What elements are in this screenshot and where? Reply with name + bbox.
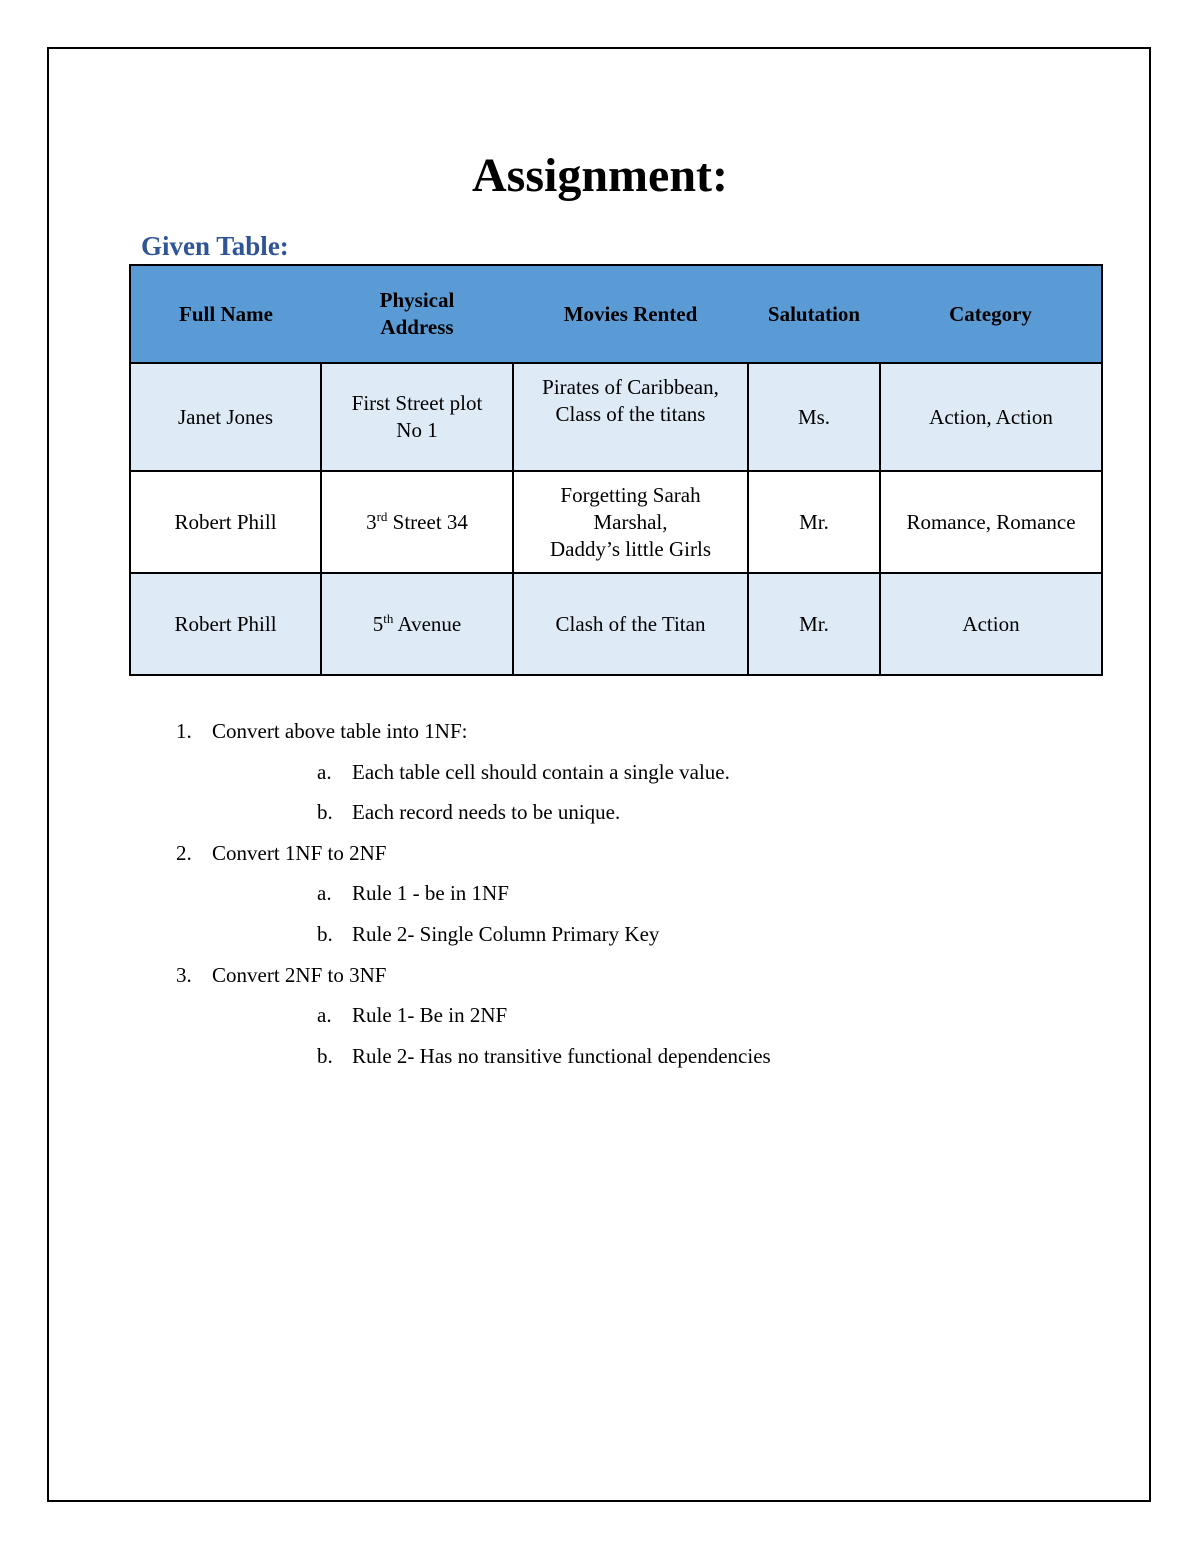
cell-full-name: Robert Phill — [130, 471, 321, 573]
address-number: 5 — [372, 611, 384, 636]
given-table-heading: Given Table: — [141, 231, 289, 261]
cell-physical-address — [321, 573, 513, 675]
subtask-item — [0, 797, 1200, 838]
cell-salutation: Mr. — [748, 573, 880, 675]
column-header-movies-rented: Movies Rented — [513, 265, 748, 363]
cell-movies-rented — [513, 363, 748, 471]
subtask-item — [0, 878, 1200, 919]
table-row — [130, 471, 1102, 573]
subtask-item — [0, 1041, 1200, 1082]
task-list — [0, 716, 1200, 1081]
subtask-item — [0, 919, 1200, 960]
cell-physical-address — [321, 363, 513, 471]
subtask-text: Each table cell should contain a single value. — [352, 759, 730, 784]
subtask-item — [0, 757, 1200, 798]
address-line: No 1 — [396, 418, 438, 442]
column-header-salutation: Salutation — [748, 265, 880, 363]
subtask-letter: b. — [317, 800, 333, 825]
subtask-text: Rule 1- Be in 2NF — [352, 1003, 508, 1028]
task-number: 2. — [176, 840, 192, 865]
address-rest: Street 34 — [387, 509, 468, 534]
column-header-physical-address — [321, 265, 513, 363]
subtask-letter: a. — [317, 881, 332, 906]
cell-salutation: Mr. — [748, 471, 880, 573]
task-item — [0, 960, 1200, 1001]
task-item — [0, 716, 1200, 757]
address-line: First Street plot — [351, 391, 483, 415]
movie-line: Pirates of Caribbean, — [542, 375, 719, 399]
cell-full-name: Janet Jones — [130, 363, 321, 471]
cell-movies-rented — [513, 471, 748, 573]
task-text: Convert above table into 1NF: — [212, 719, 468, 743]
movie-line: Daddy’s little Girls — [550, 536, 711, 561]
cell-category: Action, Action — [880, 363, 1102, 471]
subtask-text: Rule 1 - be in 1NF — [352, 881, 509, 906]
subtask-text: Rule 2- Has no transitive functional dependencies — [352, 1043, 771, 1068]
cell-movies-rented: Clash of the Titan — [513, 573, 748, 675]
subtask-text: Each record needs to be unique. — [352, 800, 621, 825]
subtask-text: Rule 2- Single Column Primary Key — [352, 921, 660, 946]
movie-line: Forgetting Sarah — [560, 482, 701, 507]
cell-physical-address — [321, 471, 513, 573]
movie-line: Class of the titans — [555, 402, 706, 426]
subtask-letter: a. — [317, 1003, 332, 1028]
task-text: Convert 2NF to 3NF — [212, 962, 387, 987]
subtask-letter: b. — [317, 921, 333, 946]
page-title: Assignment: — [471, 149, 728, 202]
cell-full-name: Robert Phill — [130, 573, 321, 675]
table-row — [130, 573, 1102, 675]
task-number: 1. — [176, 719, 192, 743]
address-ordinal-suffix: rd — [376, 508, 388, 524]
task-item — [0, 838, 1200, 879]
address-number: 3 — [366, 509, 377, 534]
cell-category: Action — [880, 573, 1102, 675]
cell-category: Romance, Romance — [880, 471, 1102, 573]
task-number: 3. — [176, 962, 192, 987]
table-row — [130, 363, 1102, 471]
table-header-row — [130, 265, 1102, 363]
address-ordinal-suffix: th — [383, 610, 394, 626]
column-header-category: Category — [880, 265, 1102, 363]
movie-line: Marshal, — [593, 509, 668, 534]
task-text: Convert 1NF to 2NF — [212, 840, 387, 865]
subtask-letter: b. — [317, 1043, 333, 1068]
address-rest: Avenue — [393, 611, 462, 636]
cell-salutation: Ms. — [748, 363, 880, 471]
subtask-item — [0, 1000, 1200, 1041]
given-table — [129, 264, 1103, 676]
column-header-full-name: Full Name — [130, 265, 321, 363]
subtask-letter: a. — [317, 759, 332, 784]
column-header-physical-address-label: Physical Address — [379, 288, 455, 339]
